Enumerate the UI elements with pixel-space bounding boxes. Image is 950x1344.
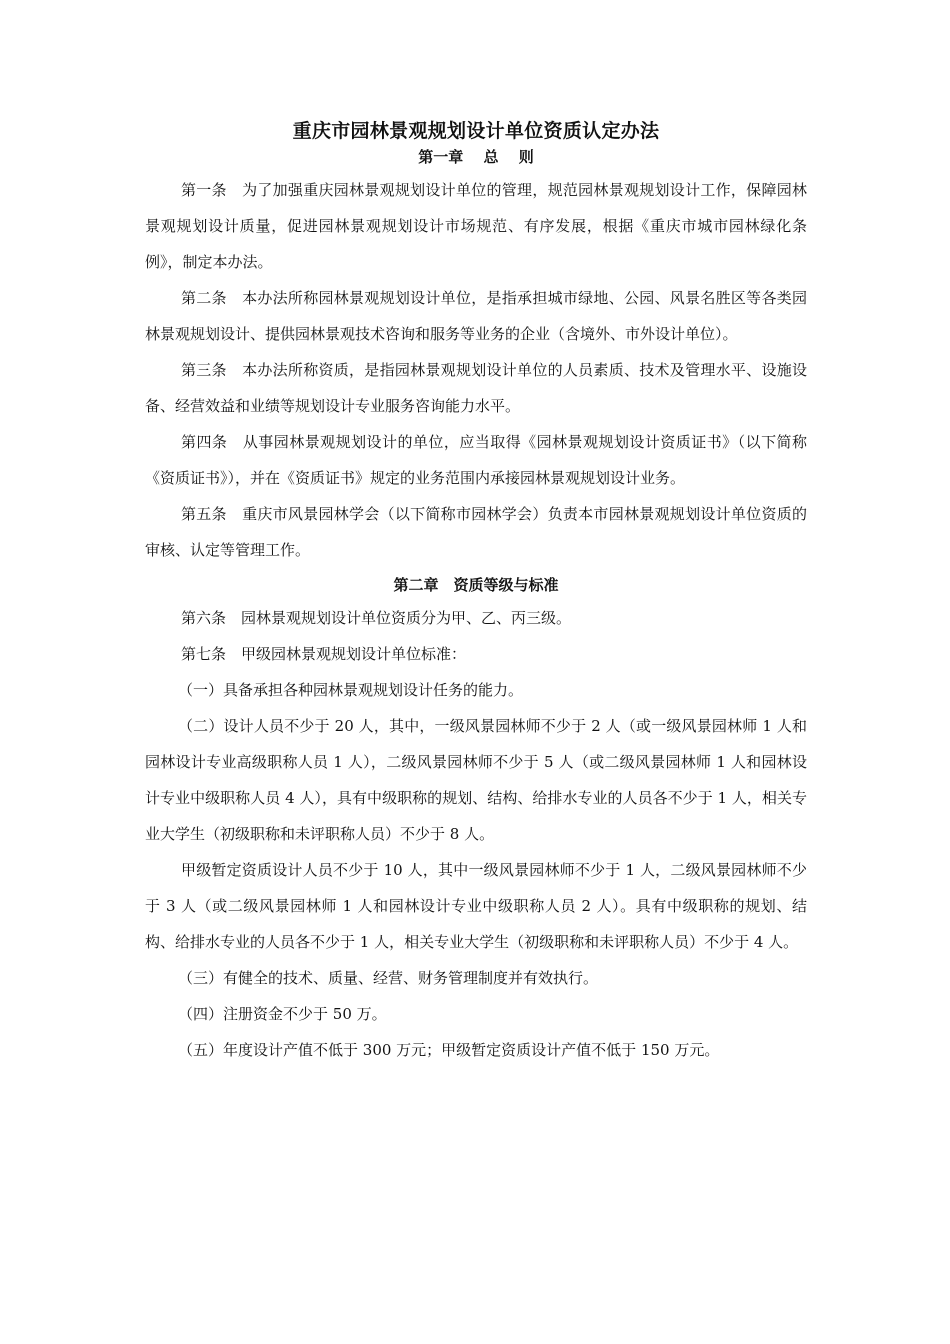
clause-2-provisional: 甲级暂定资质设计人员不少于 10 人，其中一级风景园林师不少于 1 人，二级风景园林师不少于 3 人（或二级风景园林师 1 人和园林设计专业中级职称人员 2 人）。具有中级职称的规划、结构、给排水专业的人员各不少于 1 人，相关专业大学生（初级职称和未评职称人员）不少于 4 人。 [145,861,807,951]
article-3: 第三条 本办法所称资质，是指园林景观规划设计单位的人员素质、技术及管理水平、设施设备、经营效益和业绩等规划设计专业服务咨询能力水平。 [145,361,807,415]
clause-4: （四）注册资金不少于 50 万。 [178,1005,387,1023]
clause-1: （一）具备承担各种园林景观规划设计任务的能力。 [178,681,524,699]
clause-2: （二）设计人员不少于 20 人，其中，一级风景园林师不少于 2 人（或一级风景园林师 1 人和园林设计专业高级职称人员 1 人），二级风景园林师不少于 5 人（或二级风景园林师 1 人和园林设计专业中级职称人员 4 人），具有中级职称的规划、结构、给排水专业的人员各不少于 1 人，相关专业大学生（初级职称和未评职称人员）不少于 8 人。 [145,717,807,843]
article-7: 第七条 甲级园林景观规划设计单位标准： [181,645,467,663]
chapter-1-title: 第一章 总 则 [418,148,534,166]
clause-3: （三）有健全的技术、质量、经营、财务管理制度并有效执行。 [178,969,599,987]
article-1: 第一条 为了加强重庆园林景观规划设计单位的管理，规范园林景观规划设计工作，保障园林景观规划设计质量，促进园林景观规划设计市场规范、有序发展，根据《重庆市城市园林绿化条例》，制定本办法。 [145,181,807,271]
article-6: 第六条 园林景观规划设计单位资质分为甲、乙、丙三级。 [181,609,572,627]
article-5: 第五条 重庆市风景园林学会（以下简称市园林学会）负责本市园林景观规划设计单位资质的审核、认定等管理工作。 [145,505,807,559]
clause-5: （五）年度设计产值不低于 300 万元；甲级暂定资质设计产值不低于 150 万元。 [178,1041,720,1059]
article-2: 第二条 本办法所称园林景观规划设计单位，是指承担城市绿地、公园、风景名胜区等各类园林景观规划设计、提供园林景观技术咨询和服务等业务的企业（含境外、市外设计单位）。 [145,289,807,343]
article-4: 第四条 从事园林景观规划设计的单位，应当取得《园林景观规划设计资质证书》（以下简称《资质证书》），并在《资质证书》规定的业务范围内承接园林景观规划设计业务。 [145,433,807,487]
document-title: 重庆市园林景观规划设计单位资质认定办法 [292,120,660,142]
document-page [145,118,807,1068]
chapter-2-title: 第二章 资质等级与标准 [393,576,559,594]
